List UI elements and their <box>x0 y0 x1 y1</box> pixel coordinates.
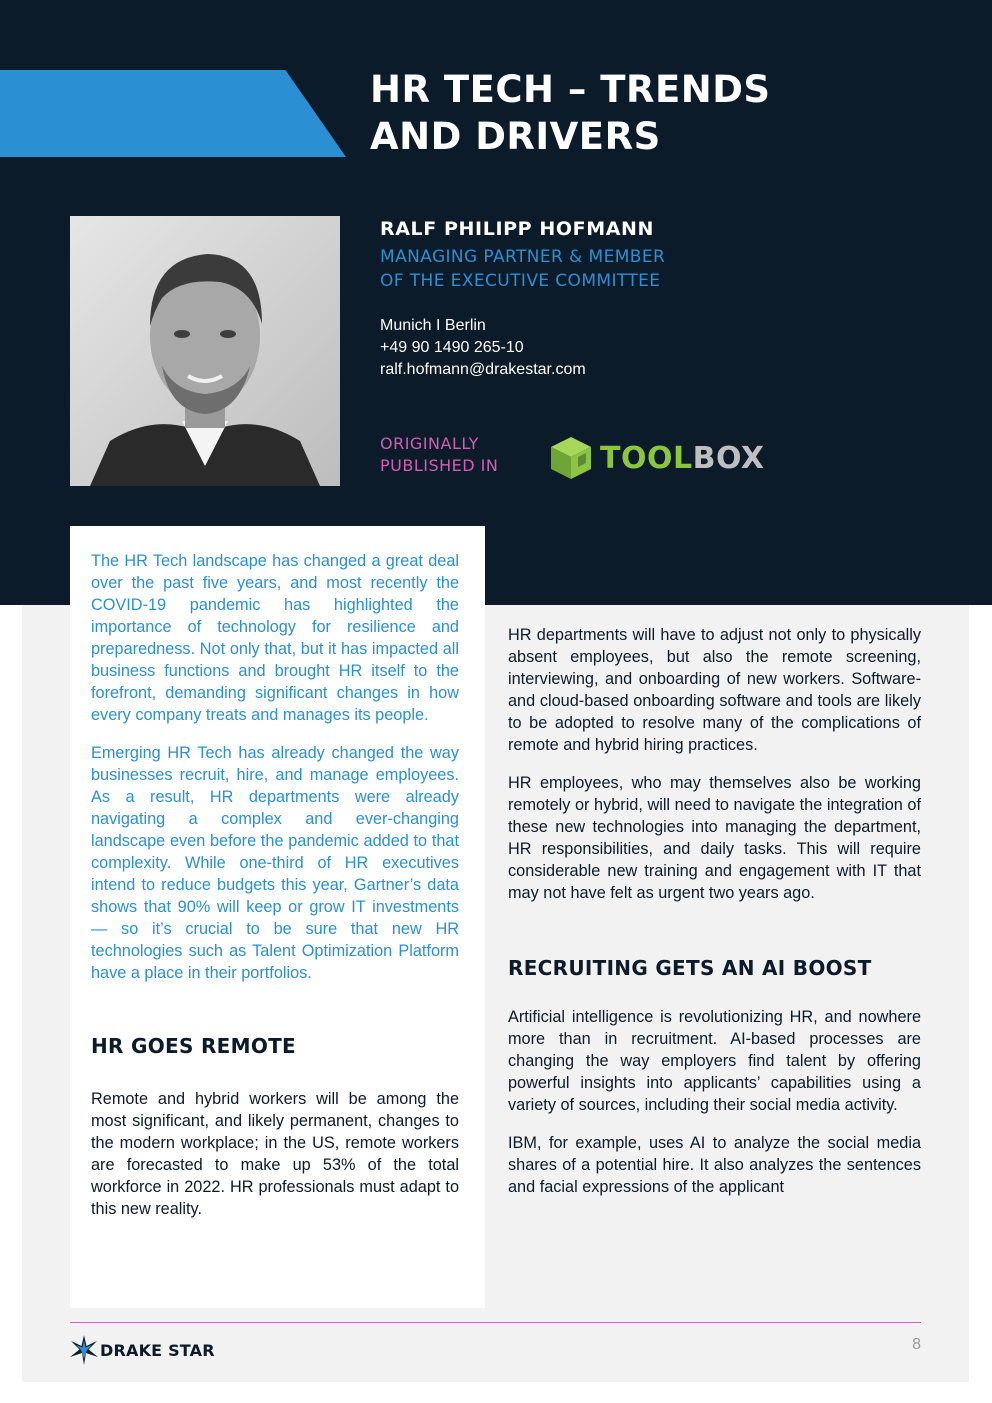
author-role-line2: OF THE EXECUTIVE COMMITTEE <box>380 271 661 291</box>
remote-section-body <box>91 1088 459 1220</box>
toolbox-word-a: TOOL <box>600 440 693 476</box>
toolbox-wordmark <box>600 441 765 476</box>
right-paragraph-4: IBM, for example, uses AI to analyze the social media shares of a potential hire. It also analyzes the sentences and facial expressions of the applicant <box>508 1134 921 1196</box>
author-location: Munich I Berlin <box>380 317 486 334</box>
page-title-line1: HR TECH – TRENDS <box>370 68 771 111</box>
left-column <box>91 550 459 1220</box>
drake-star-wordmark: DRAKE STAR <box>100 1340 215 1360</box>
intro-paragraph-1: The HR Tech landscape has changed a great deal over the past five years, and most recently the COVID-19 pandemic has highlighted the importance of technology for resilience and preparedness. Not only that, but it has impacted all business functions and brought HR itself to the forefront, demanding significant changes in how every company treats and manages its people. <box>91 552 459 724</box>
page-title-line2: AND DRIVERS <box>370 115 661 158</box>
contact-info <box>380 315 586 381</box>
toolbox-logo[interactable] <box>548 435 765 481</box>
author-name: RALF PHILIPP HOFMANN <box>380 218 655 240</box>
author-phone[interactable]: +49 90 1490 265-10 <box>380 339 524 356</box>
intro-paragraph-2: Emerging HR Tech has already changed the way businesses recruit, hire, and manage employees. As a result, HR departments were already navigating a complex and ever-changing landscape even before the pandemic added to that complexity. While one-third of HR executives intend to reduce budgets this year, Gartner’s data shows that 90% will keep or grow IT investments — so it’s crucial to be sure that new HR technologies such as Talent Optimization Platform have a place in their portfolios. <box>91 744 459 982</box>
author-email[interactable]: ralf.hofmann@drakestar.com <box>380 361 586 378</box>
author-role-line1: MANAGING PARTNER & MEMBER <box>380 247 666 267</box>
intro-block <box>91 550 459 984</box>
section-heading-hr-goes-remote: HR GOES REMOTE <box>91 1034 297 1058</box>
published-line1: ORIGINALLY <box>380 434 479 453</box>
footer-divider <box>70 1322 921 1323</box>
portrait-image <box>70 216 340 486</box>
remote-paragraph-1: Remote and hybrid workers will be among the most significant, and likely permanent, changes to the modern workplace; in the US, remote workers are forecasted to make up 53% of the total workforce in 2022. HR professionals must adapt to this new reality. <box>91 1090 459 1218</box>
author-photo <box>70 216 340 486</box>
right-paragraph-3: Artificial intelligence is revolutionizing HR, and nowhere more than in recruitment. AI-based processes are changing the way employers find talent by offering powerful insights into applicants’ capabilities using a variety of sources, including their social media activity. <box>508 1008 921 1114</box>
author-role <box>380 245 760 293</box>
page-title <box>370 66 771 160</box>
right-column <box>508 624 921 1198</box>
published-line2: PUBLISHED IN <box>380 456 499 475</box>
section-heading-recruiting-ai: RECRUITING GETS AN AI BOOST <box>508 956 872 980</box>
toolbox-cube-icon <box>548 435 594 481</box>
drake-star-logo[interactable] <box>70 1335 215 1365</box>
page-number: 8 <box>912 1336 921 1353</box>
originally-published-label <box>380 433 540 477</box>
right-paragraph-2: HR employees, who may themselves also be working remotely or hybrid, will need to navigate the integration of these new technologies into managing the department, HR responsibilities, and daily tasks. This will require considerable new training and engagement with IT that may not have felt as urgent two years ago. <box>508 774 921 902</box>
right-paragraph-1: HR departments will have to adjust not only to physically absent employees, but also the remote screening, interviewing, and onboarding of new workers. Software- and cloud-based onboarding software and tools are likely to be adopted to resolve many of the complications of remote and hybrid hiring practices. <box>508 626 921 754</box>
accent-band <box>0 70 346 157</box>
toolbox-word-b: BOX <box>692 440 765 476</box>
drake-star-icon <box>70 1335 98 1365</box>
